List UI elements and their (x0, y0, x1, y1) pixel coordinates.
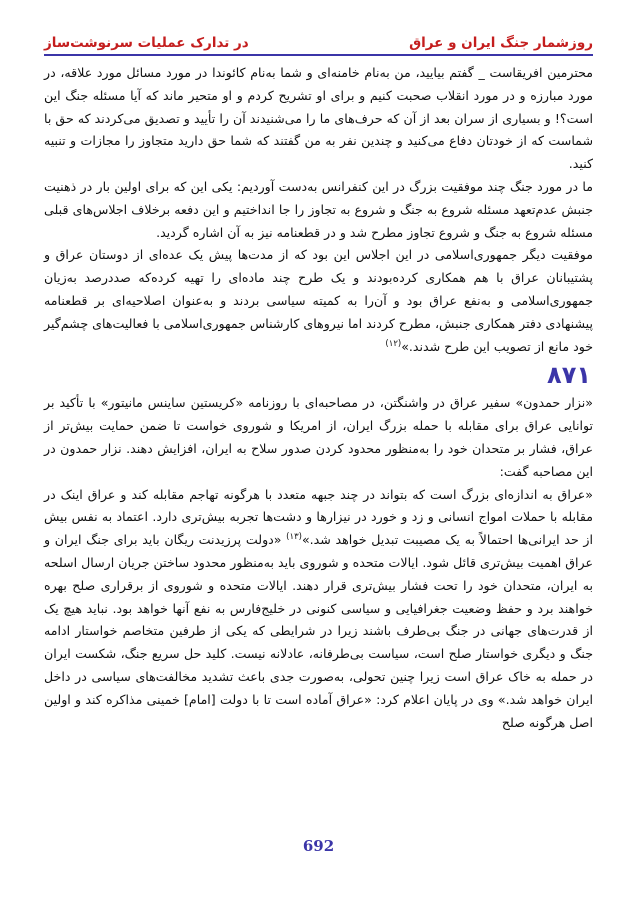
paragraph-5 (44, 484, 593, 735)
paragraph-4: «نزار حمدون» سفیر عراق در واشنگتن، در مصاحبه‌ای با روزنامه «کریستین ساینس مانیتور» با تأکید بر توانایی عراق برای مقابله با حمله بزرگ ایران، از امریکا و شوروی خواست تا ضمن حمایت بیش‌تر از عراق، فشار بر متحدان خود را به‌منظور محدود کردن صدور سلاح به ایران، افزایش دهند. نزار حمدون در این مصاحبه گفت: (44, 395, 593, 479)
header-chapter-title: در تدارک عملیات سرنوشت‌ساز (44, 35, 249, 51)
paragraph-5-quote-b: «دولت پرزیدنت ریگان باید برای جنگ ایران و عراق اهمیت بیش‌تری قائل شود. ایالات متحده و شوروی باید به‌منظور محدود ساختن جریان ارسال اسلحه به ایران، متحدان خود را تحت فشار بیش‌تری قرار دهند. ایالات متحده و شوروی از برقراری صلح بهره خواهند برد و حفظ وضعیت جغرافیایی و سیاسی کنونی در خلیج‌فارس به نفع آنها خواهد بود. نباید هیچ یک از قدرت‌های جهانی در جنگ بی‌طرف باشند زیرا در شرایطی که یکی از طرفین متخاصم خواستار ادامه جنگ و دیگری خواستار صلح است، سیاست بی‌طرفانه، عادلانه نیست. کلید حل سریع جنگ، شکست ایران در حمله به خاک عراق است زیرا چنین تحولی، به‌صورت جدی باعث تشدید مخالفت‌های سیاسی در داخل ایران خواهد شد.» وی در پایان اعلام کرد: «عراق آماده است تا با دولت [امام] خمینی مذاکره کند و اولین اصل هرگونه صلح (44, 532, 593, 730)
paragraph-5-quote-a: «عراق به اندازه‌ای بزرگ است که بتواند در چند جبهه متعدد با هرگونه تهاجم مقابله کند و عراق اینک در مقابله با حملات امواج انسانی و زد و خورد در نیزارها و دشت‌ها تجربه بیش‌تری دارد. اعتماد به نفس بیش از حد ایرانی‌ها احتمالاً به یک مصیبت تبدیل خواهد شد.» (44, 486, 593, 548)
paragraph-3 (44, 244, 593, 358)
header-divider (44, 54, 593, 56)
paragraph-3-text: موفقیت دیگر جمهوری‌اسلامی در این اجلاس این بود که از مدت‌ها پیش یک عده‌ای از دوستان عراق و پشتیبانان عراق با هم همکاری کرده‌بودند و یک طرح چند ماده‌ای را تهیه کرده‌که صددرصد به‌زیان جمهوری‌اسلامی و به‌نفع عراق بود و آن‌را به کمیته سیاسی بردند و به‌عنوان اصلاحیه‌ای بر قطعنامه پیشنهادی دفتر همکاری جنبش، مطرح کردند اما نیروهای کارشناس جمهوری‌اسلامی با فعالیت‌های چشم‌گیر خود مانع از تصویب این طرح شدند.» (44, 247, 593, 354)
footnote-ref-12: (۱۲) (385, 338, 402, 349)
header-book-title: روزشمار جنگ ایران و عراق (409, 35, 593, 51)
paragraph-2: ما در مورد جنگ چند موفقیت بزرگ در این کنفرانس به‌دست آوردیم: یکی این که برای اولین بار در ذهنیت جنبش عدم‌تعهد مسئله شروع به جنگ و شروع به تجاوز را جا انداختیم و این دفعه برخلاف اجلاس‌های قبلی مسئله شروع به جنگ و شروع تجاوز مطرح شد و در قطعنامه نیز به آن اشاره گردید. (44, 178, 593, 240)
paragraph-1: محترمین افریقاست _ گفتم بیایید، من به‌نام خامنه‌ای و شما به‌نام کائوندا در مورد مسائل مورد علاقه، در مورد مبارزه و در مورد انقلاب صحبت کنیم و برای او تشریح کردم و او متحیر ماند که آیا مسئله جنگ این است؟! و بسیاری از سران بعد از آن که حرف‌های ما را می‌شنیدند آن را تأیید و تصدیق می‌کردند که حق با شماست که از خودتان دفاع می‌کنید و چندین نفر به من گفتند که شما حق دارید متجاوز را مجازات و تنبیه کنید. (44, 65, 593, 172)
footnote-ref-13: (۱۳) (286, 531, 302, 542)
document-number: ۸۷۱ (547, 361, 591, 390)
page-number: 692 (302, 837, 335, 855)
running-header (44, 12, 593, 56)
page-body (44, 62, 593, 734)
